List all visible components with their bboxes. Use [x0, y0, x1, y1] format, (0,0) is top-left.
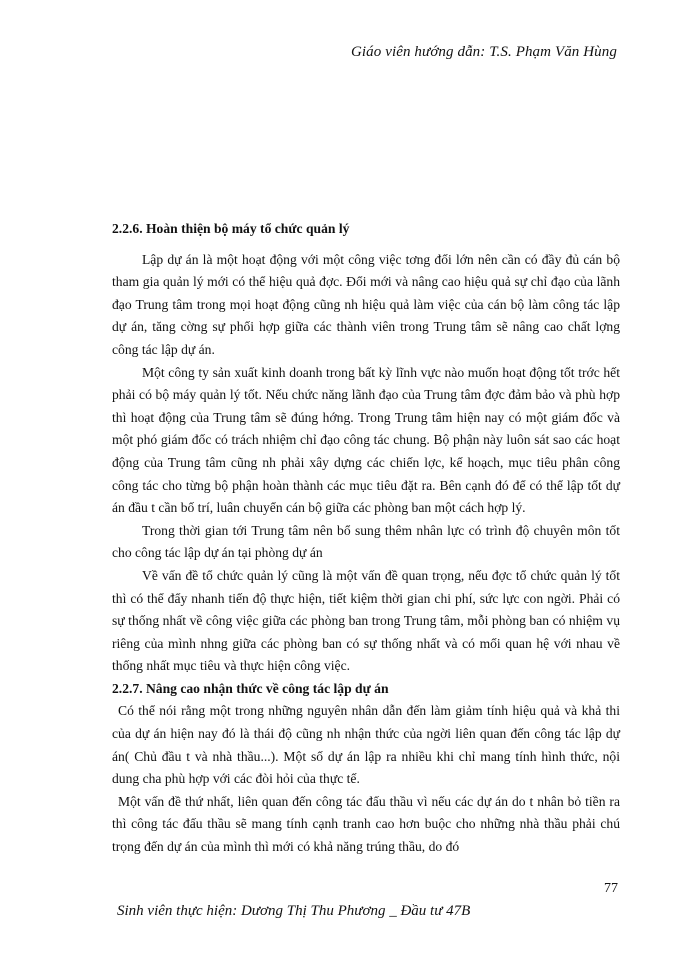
document-body	[112, 218, 620, 859]
paragraph: Lập dự án là một hoạt động với một công việc tơng đối lớn nên cần có đầy đủ cán bộ tham gia quản lý mới có thể hiệu quả đợc. Đổi mới và nâng cao hiệu quả sự chỉ đạo của lãnh đạo Trung tâm trong mọi hoạt động cũng nh hiệu quả làm việc của cán bộ làm công tác lập dự án, tăng cờng sự phối hợp giữa các thành viên trong Trung tâm sẽ nâng cao chất lợng công tác lập dự án.	[112, 251, 620, 357]
page-footer-author: Sinh viên thực hiện: Dương Thị Thu Phương _ Đầu tư 47B	[117, 903, 471, 919]
paragraph: Về vấn đề tổ chức quản lý cũng là một vấn đề quan trọng, nếu đợc tổ chức quản lý tốt thì có thể đẩy nhanh tiến độ thực hiện, tiết kiệm thời gian chi phí, sức lực con ngời. Phải có sự thống nhất về công việc giữa các phòng ban trong Trung tâm, mỗi phòng ban có nhiệm vụ riêng của mình nhng giữa các phòng ban có sự thống nhất và có mối quan hệ với nhau về thống nhất mục tiêu và thực hiện công việc.	[112, 567, 620, 674]
section-heading-2-2-6: 2.2.6. Hoàn thiện bộ máy tổ chức quản lý	[112, 221, 350, 236]
paragraph: Có thể nói rằng một trong những nguyên nhân dẫn đến làm giảm tính hiệu quả và khả thi của dự án hiện nay đó là thái độ cũng nh nhận thức của ngời liên quan đến công tác lập dự án( Chủ đầu t và nhà thầu...). Một số dự án lập ra nhiều khi chỉ mang tính hình thức, nội dung cha phù hợp với các đòi hỏi của thực tế.	[112, 703, 620, 787]
paragraph: Trong thời gian tới Trung tâm nên bổ sung thêm nhân lực có trình độ chuyên môn tốt cho công tác lập dự án tại phòng dự án	[112, 522, 620, 561]
page-number: 77	[604, 881, 618, 896]
paragraph: Một vấn đề thứ nhất, liên quan đến công tác đấu thầu vì nếu các dự án do t nhân bỏ tiền ra thì công tác đấu thầu sẽ mang tính cạnh tranh cao hơn buộc cho những nhà thầu phải chú trọng đến dự án của mình thì mới có khả năng trúng thầu, do đó	[112, 793, 620, 855]
page-header-advisor: Giáo viên hướng dẫn: T.S. Phạm Văn Hùng	[350, 44, 617, 60]
paragraph: Một công ty sản xuất kinh doanh trong bất kỳ lĩnh vực nào muốn hoạt động tốt trớc hết phải có bộ máy quản lý tốt. Nếu chức năng lãnh đạo của Trung tâm đợc đảm bảo và phù hợp thì hoạt động của Trung tâm sẽ đúng hớng. Trong Trung tâm hiện nay có một giám đốc và một phó giám đốc có trách nhiệm chỉ đạo công tác chung. Bộ phận này luôn sát sao các hoạt động của Trung tâm cũng nh phải xây dựng các chiến lợc, kế hoạch, mục tiêu phân công công tác cho từng bộ phận hoàn thành các mục tiêu đặt ra. Bên cạnh đó để có thể lập tốt dự án đầu t cần bố trí, luân chuyển cán bộ giữa các phòng ban một cách hợp lý.	[112, 364, 620, 516]
section-heading-2-2-7: 2.2.7. Nâng cao nhận thức về công tác lập dự án	[112, 680, 389, 696]
